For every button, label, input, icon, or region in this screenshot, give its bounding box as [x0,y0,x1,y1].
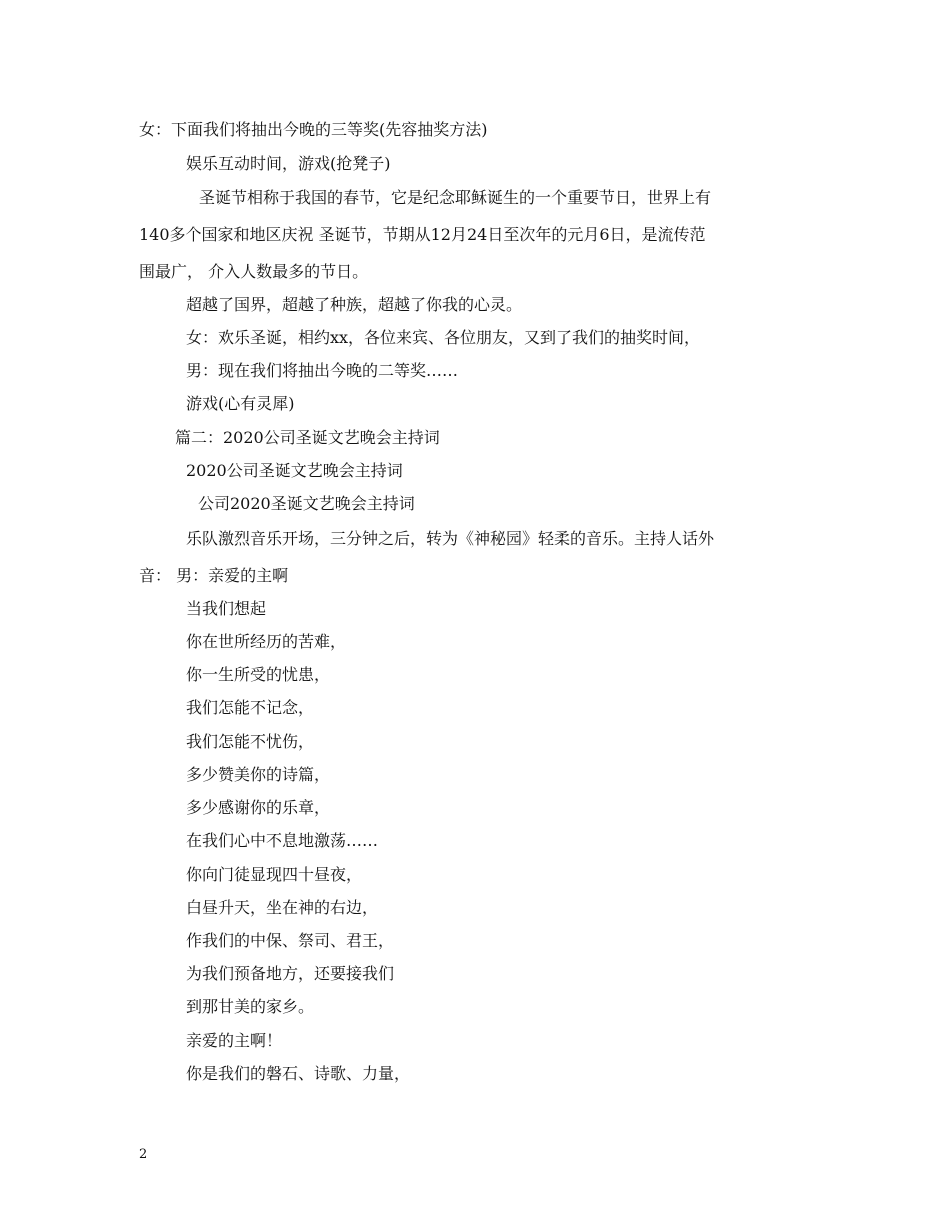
text-line-8: 男：现在我们将抽出今晚的二等奖…… [186,361,459,380]
poem-line-15: 你是我们的磐石、诗歌、力量， [186,1064,411,1083]
text-line-3: 圣诞节相称于我国的春节，它是纪念耶稣诞生的一个重要节日，世界上有 [199,188,712,207]
poem-line-2: 你在世所经历的苦难， [186,632,347,651]
poem-line-14: 亲爱的主啊！ [186,1031,283,1050]
text-line-1: 女：下面我们将抽出今晚的三等奖(先容抽奖方法) [139,120,488,139]
section-heading: 篇二：2020公司圣诞文艺晚会主持词 [175,428,440,447]
text-line-13: 乐队激烈音乐开场，三分钟之后，转为《神秘园》轻柔的音乐。主持人话外 [186,529,715,548]
poem-line-7: 多少感谢你的乐章， [186,798,331,817]
text-line-2: 娱乐互动时间，游戏(抢凳子) [186,154,391,173]
text-line-12: 公司2020圣诞文艺晚会主持词 [198,494,415,513]
poem-line-8: 在我们心中不息地激荡…… [186,831,379,850]
poem-line-1: 当我们想起 [186,599,267,618]
poem-line-11: 作我们的中保、祭司、君王， [186,931,395,950]
poem-line-4: 我们怎能不记念， [186,698,315,717]
text-line-11: 2020公司圣诞文艺晚会主持词 [186,461,403,480]
text-line-5: 围最广， 介入人数最多的节日。 [139,262,369,281]
text-line-7: 女：欢乐圣诞，相约xx，各位来宾、各位朋友，又到了我们的抽奖时间， [186,328,701,347]
page-number: 2 [139,1147,148,1162]
text-line-4: 140多个国家和地区庆祝 圣诞节，节期从12月24日至次年的元月6日，是流传范 [139,225,706,244]
text-line-6: 超越了国界，超越了种族，超越了你我的心灵。 [186,295,523,314]
poem-line-9: 你向门徒显现四十昼夜， [186,865,363,884]
poem-line-10: 白昼升天，坐在神的右边， [186,898,379,917]
poem-line-6: 多少赞美你的诗篇， [186,765,331,784]
poem-line-3: 你一生所受的忧患， [186,665,331,684]
poem-line-13: 到那甘美的家乡。 [186,997,315,1016]
text-line-9: 游戏(心有灵犀) [186,394,295,413]
text-line-14: 音： 男：亲爱的主啊 [139,566,289,585]
poem-line-5: 我们怎能不忧伤， [186,732,315,751]
poem-line-12: 为我们预备地方，还要接我们 [186,964,395,983]
